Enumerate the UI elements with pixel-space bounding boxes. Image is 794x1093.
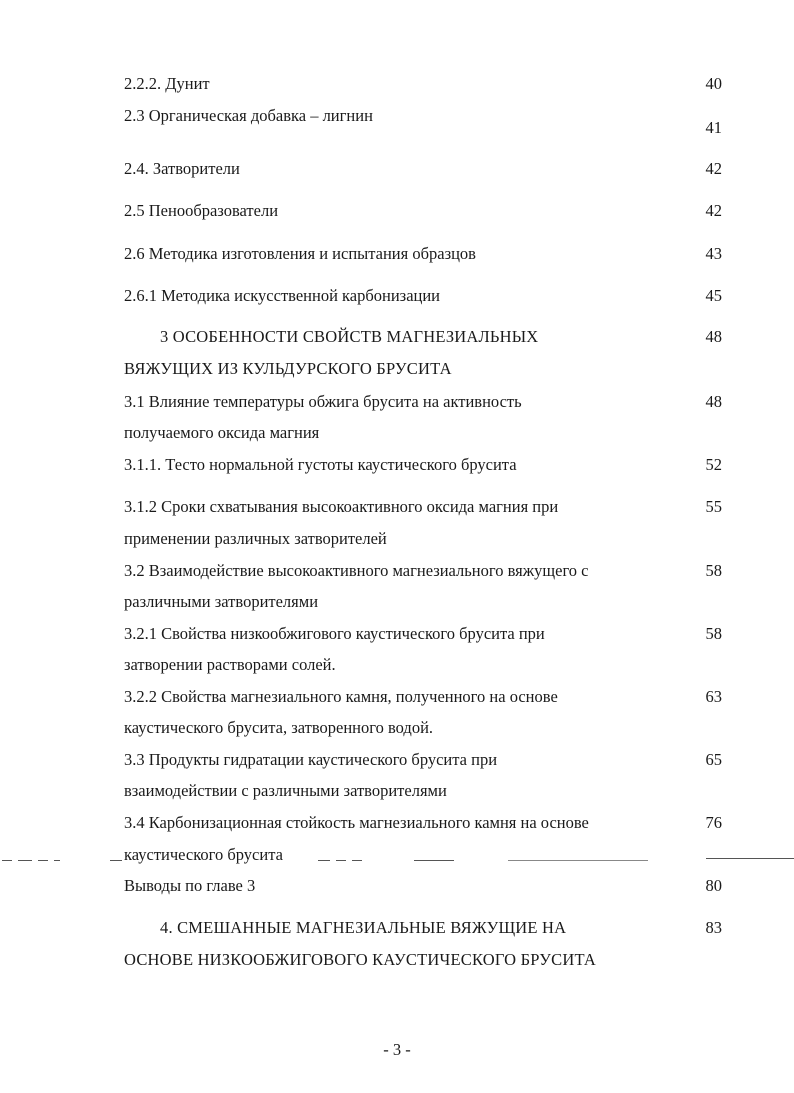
toc-entry-2-2-2: 2.2.2. Дунит	[124, 74, 210, 93]
toc-page-3-1-1: 52	[705, 455, 722, 474]
toc-chapter-3-title-line2: ВЯЖУЩИХ ИЗ КУЛЬДУРСКОГО БРУСИТА	[124, 359, 452, 378]
toc-entry-2-4: 2.4. Затворители	[124, 159, 240, 178]
toc-page-2-3: 41	[705, 118, 722, 137]
toc-entry-3-4-line2: каустического брусита	[124, 845, 283, 864]
toc-entry-3-2-2-line2: каустического брусита, затворенного водой.	[124, 718, 434, 737]
toc-chapter-3-title-line1: 3 ОСОБЕННОСТИ СВОЙСТВ МАГНЕЗИАЛЬНЫХ	[160, 327, 539, 346]
toc-entry-3-2-line1: 3.2 Взаимодействие высокоактивного магнезиального вяжущего с	[124, 561, 589, 580]
toc-entry-3-1-line1: 3.1 Влияние температуры обжига брусита на активность	[124, 392, 522, 411]
toc-page-2-6: 43	[705, 244, 722, 263]
toc-entry-2-3: 2.3 Органическая добавка – лигнин	[124, 106, 373, 125]
toc-entry-3-4-line1: 3.4 Карбонизационная стойкость магнезиального камня на основе	[124, 813, 589, 832]
toc-entry-3-1-2-line1: 3.1.2 Сроки схватывания высокоактивного оксида магния при	[124, 497, 559, 516]
toc-entry-3-2-2-line1: 3.2.2 Свойства магнезиального камня, полученного на основе	[124, 687, 558, 706]
toc-page-2-6-1: 45	[705, 286, 722, 305]
toc-page-chapter-4: 83	[705, 918, 722, 937]
toc-entry-3-2-line2: различными затворителями	[124, 592, 319, 611]
toc-page-3-3: 65	[705, 750, 722, 769]
toc-chapter-4-title-line2: ОСНОВЕ НИЗКООБЖИГОВОГО КАУСТИЧЕСКОГО БРУСИТА	[124, 950, 597, 969]
toc-chapter-4-title-line1: 4. СМЕШАННЫЕ МАГНЕЗИАЛЬНЫЕ ВЯЖУЩИЕ НА	[160, 918, 567, 937]
toc-entry-3-2-1-line1: 3.2.1 Свойства низкообжигового каустического брусита при	[124, 624, 545, 643]
toc-page-3-2: 58	[705, 561, 722, 580]
page-number: - 3 -	[383, 1040, 411, 1059]
toc-page-3-4: 76	[705, 813, 722, 832]
toc-entry-3-1-1: 3.1.1. Тесто нормальной густоты каустического брусита	[124, 455, 517, 474]
toc-page-chapter-3: 48	[705, 327, 722, 346]
toc-entry-conclusions: Выводы по главе 3	[124, 876, 256, 895]
toc-entry-3-3-line1: 3.3 Продукты гидратации каустического брусита при	[124, 750, 498, 769]
toc-page-conclusions: 80	[705, 876, 722, 895]
toc-page-3-2-2: 63	[705, 687, 722, 706]
toc-page-2-5: 42	[705, 201, 722, 220]
toc-entry-2-6-1: 2.6.1 Методика искусственной карбонизации	[124, 286, 441, 305]
toc-entry-2-5: 2.5 Пенообразователи	[124, 201, 279, 220]
toc-page-3-2-1: 58	[705, 624, 722, 643]
toc-page-3-1: 48	[705, 392, 722, 411]
toc-entry-2-6: 2.6 Методика изготовления и испытания образцов	[124, 244, 476, 263]
toc-page-2-4: 42	[705, 159, 722, 178]
toc-entry-3-1-line2: получаемого оксида магния	[124, 423, 320, 442]
toc-page-3-1-2: 55	[705, 497, 722, 516]
toc-entry-3-2-1-line2: затворении растворами солей.	[124, 655, 336, 674]
toc-entry-3-1-2-line2: применении различных затворителей	[124, 529, 387, 548]
toc-page-2-2-2: 40	[705, 74, 722, 93]
toc-entry-3-3-line2: взаимодействии с различными затворителями	[124, 781, 447, 800]
